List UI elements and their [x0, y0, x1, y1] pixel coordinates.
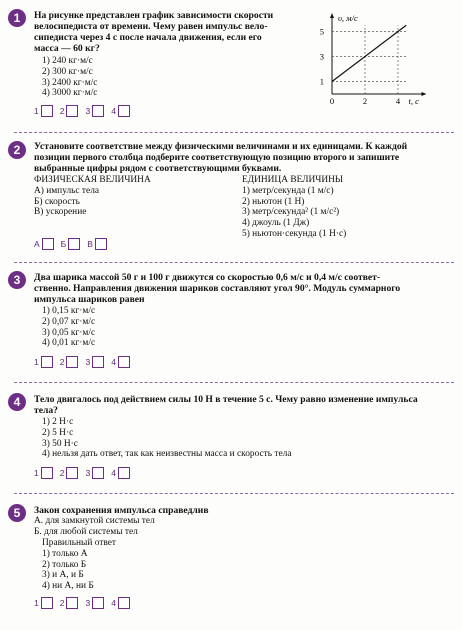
- answer-checkbox[interactable]: [92, 467, 104, 479]
- answer-checkbox[interactable]: [41, 597, 53, 609]
- x-axis-label: t, с: [408, 96, 419, 106]
- answer-checkbox[interactable]: [41, 356, 53, 368]
- option: 2) 0,07 кг·м/с: [42, 316, 96, 327]
- option: 1) 2 Н·с: [42, 417, 74, 427]
- options-subheading: Правильный ответ: [42, 538, 116, 548]
- answer-boxes: [34, 105, 130, 117]
- y-tick-label: 3: [319, 51, 324, 62]
- answer-checkbox[interactable]: [42, 238, 54, 250]
- answer-label: 1: [34, 468, 39, 478]
- answer-checkbox[interactable]: [92, 597, 104, 609]
- answer-label: 4: [111, 357, 116, 367]
- right-item: 3) метр/секунда² (1 м/с²): [242, 207, 340, 218]
- options-list: [42, 417, 292, 460]
- question-text: Два шарика массой 50 г и 100 г движутся со скоростью 0,6 м/с и 0,4 м/с соответ- ственно. Направления движения шариков составляют угол 90°. Модуль суммарного импульса шариков равен: [34, 272, 401, 305]
- answer-checkbox[interactable]: [66, 597, 78, 609]
- answer-label: 3: [85, 598, 91, 608]
- y-tick-label: 1: [319, 76, 324, 87]
- answer-label: 3: [85, 468, 91, 478]
- right-item: 2) ньютон (1 Н): [242, 196, 305, 207]
- option: 3) и А, и Б: [42, 570, 84, 581]
- answer-checkbox[interactable]: [66, 467, 78, 479]
- answer-checkbox[interactable]: [118, 356, 130, 368]
- y-axis-arrow: [330, 13, 334, 18]
- y-tick-label: 5: [319, 26, 324, 37]
- y-axis-label: υ, м/с: [338, 13, 358, 23]
- right-item: 4) джоуль (1 Дж): [242, 218, 310, 229]
- answer-label: Б: [60, 239, 67, 249]
- right-item: 1) метр/секунда (1 м/с): [242, 185, 334, 196]
- left-item: Б) скорость: [34, 196, 80, 207]
- x-tick-label: 4: [395, 96, 401, 106]
- answer-boxes: [34, 238, 107, 250]
- answer-checkbox[interactable]: [118, 105, 130, 117]
- answer-checkbox[interactable]: [66, 356, 78, 368]
- answer-label: 1: [34, 598, 39, 608]
- option: 4) 3000 кг·м/с: [42, 88, 98, 99]
- section-divider: [14, 382, 454, 383]
- option: 2) 5 Н·с: [42, 427, 74, 438]
- answer-label: В: [87, 239, 93, 249]
- option: 3) 2400 кг·м/с: [42, 77, 98, 88]
- answer-checkbox[interactable]: [92, 105, 104, 117]
- question-text: Тело двигалось под действием силы 10 Н в течение 5 с. Чему равно изменение импульса тела?: [34, 394, 418, 416]
- option: 3) 0,05 кг·м/с: [42, 327, 96, 338]
- answer-checkbox[interactable]: [41, 467, 53, 479]
- option: 2) 300 кг·м/с: [42, 66, 93, 77]
- option: 2) только Б: [42, 559, 87, 570]
- answer-checkbox[interactable]: [95, 238, 107, 250]
- option: 1) только А: [42, 548, 88, 559]
- options-list: [42, 306, 95, 349]
- answer-boxes: [34, 597, 130, 609]
- options-list: [42, 56, 97, 99]
- question-number-badge: 4: [8, 393, 26, 411]
- velocity-time-chart: [310, 6, 460, 111]
- x-tick-label: 2: [362, 96, 368, 106]
- section-divider: [14, 262, 454, 263]
- question-text: Закон сохранения импульса справедлив: [34, 505, 209, 516]
- section-divider: [14, 132, 454, 133]
- answer-label: 2: [59, 598, 65, 608]
- section-divider: [14, 493, 454, 494]
- answer-label: 3: [85, 106, 91, 116]
- answer-checkbox[interactable]: [41, 105, 53, 117]
- answer-label: 1: [34, 357, 39, 367]
- x-axis-arrow: [422, 92, 427, 96]
- question-number-badge: 5: [8, 504, 26, 522]
- answer-boxes: [34, 467, 130, 479]
- answer-label: 2: [59, 357, 65, 367]
- question-number-badge: 3: [8, 271, 26, 289]
- right-column-header: ЕДИНИЦА ВЕЛИЧИНЫ: [242, 175, 344, 185]
- right-item: 5) ньютон·секунда (1 Н·с): [242, 228, 347, 239]
- answer-label: 4: [111, 598, 116, 608]
- answer-label: 1: [34, 106, 39, 116]
- option: 4) нельзя дать ответ, так как неизвестны масса и скорость тела: [42, 449, 292, 460]
- option: 3) 50 Н·с: [42, 438, 78, 449]
- answer-boxes: [34, 356, 130, 368]
- x-tick-label: 0: [329, 96, 335, 106]
- question-number-badge: 1: [8, 9, 26, 27]
- left-item: В) ускорение: [34, 207, 87, 218]
- answer-label: 4: [111, 468, 116, 478]
- answer-checkbox[interactable]: [92, 356, 104, 368]
- answer-label: 2: [59, 468, 65, 478]
- question-number-badge: 2: [8, 141, 26, 159]
- statement: Б. для любой системы тел: [34, 526, 138, 537]
- options-list: [42, 538, 116, 592]
- left-column-header: ФИЗИЧЕСКАЯ ВЕЛИЧИНА: [34, 175, 151, 185]
- answer-label: 3: [85, 357, 91, 367]
- answer-checkbox[interactable]: [68, 238, 80, 250]
- question-text: Установите соответствие между физическими величинами и их единицами. К каждой позиции первого столбца подберите соответствующую позицию второго и запишите выбранные цифры рядом с соответствующими буквами.: [34, 141, 408, 174]
- answer-checkbox[interactable]: [118, 597, 130, 609]
- option: 4) 0,01 кг·м/с: [42, 338, 96, 349]
- statement: А. для замкнутой системы тел: [34, 516, 155, 526]
- answer-label: А: [34, 239, 40, 249]
- option: 1) 0,15 кг·м/с: [42, 306, 96, 316]
- answer-checkbox[interactable]: [66, 105, 78, 117]
- statements-list: [34, 516, 155, 538]
- option: 1) 240 кг·м/с: [42, 56, 93, 66]
- question-text: На рисунке представлен график зависимости скорости велосипедиста от времени. Чему равен импульс вело- сипедиста через 4 с после начала движения, если его масса — 60 кг?: [34, 10, 274, 54]
- left-item: А) импульс тела: [34, 185, 100, 196]
- answer-label: 2: [59, 106, 65, 116]
- option: 4) ни А, ни Б: [42, 581, 94, 592]
- answer-checkbox[interactable]: [118, 467, 130, 479]
- velocity-line: [332, 25, 406, 81]
- answer-label: 4: [111, 106, 116, 116]
